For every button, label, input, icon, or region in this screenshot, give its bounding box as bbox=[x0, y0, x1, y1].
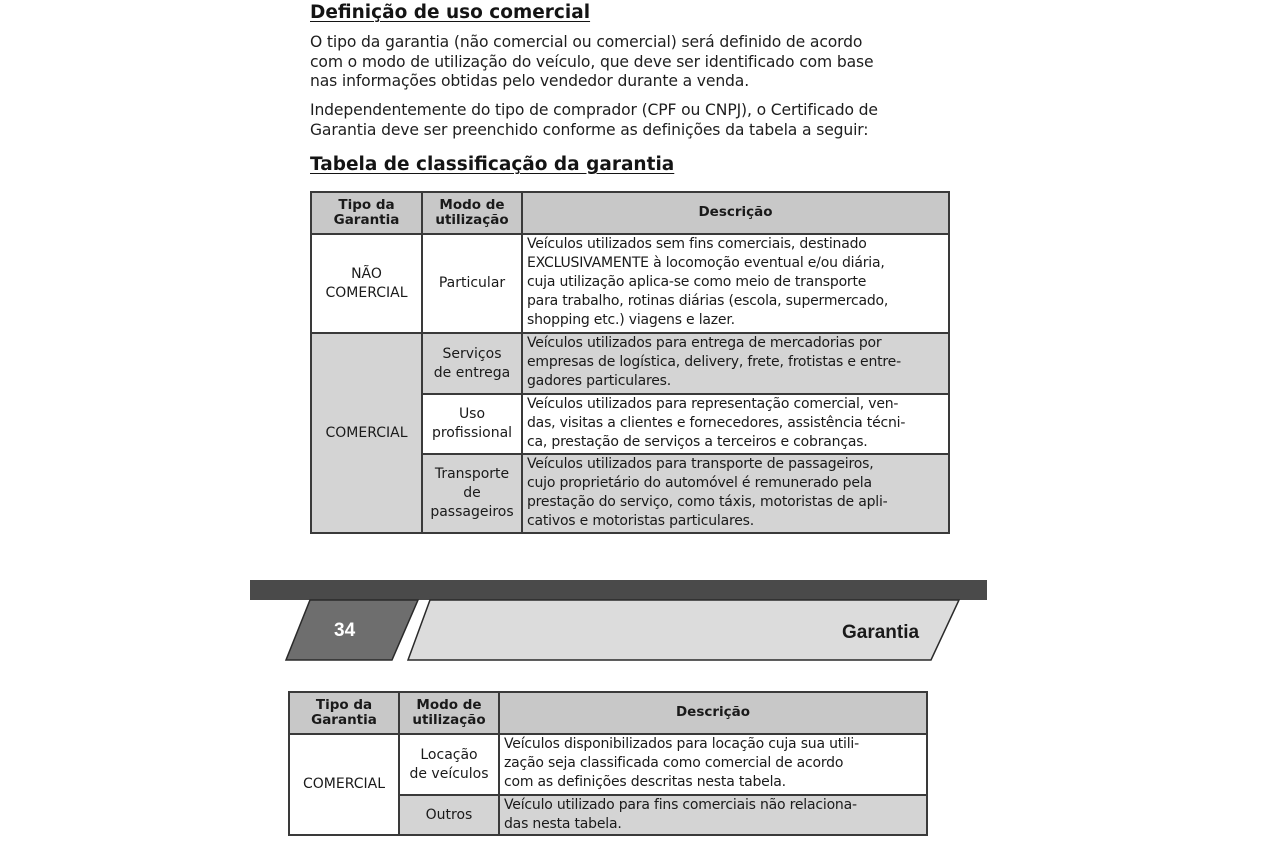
header-tipo: Tipo da Garantia bbox=[311, 192, 422, 234]
classification-table-continued bbox=[288, 691, 928, 836]
table-row bbox=[311, 333, 949, 394]
header-tipo: Tipo da Garantia bbox=[289, 692, 399, 734]
footer-section-name: Garantia bbox=[842, 622, 920, 643]
table-header-row bbox=[311, 192, 949, 234]
table-header-row bbox=[289, 692, 927, 734]
cell-descricao: Veículos disponibilizados para locação cuja sua utili- zação seja classificada como comercial de acordo com as definições descritas nesta tabela. bbox=[499, 734, 927, 795]
cell-descricao: Veículos utilizados sem fins comerciais, destinado EXCLUSIVAMENTE à locomoção eventual e/ou diária, cuja utilização aplica-se como meio de transporte para trabalho, rotinas diárias (escola, supermercado, shopping etc.) viagens e lazer. bbox=[522, 234, 949, 333]
cell-modo: Uso profissional bbox=[422, 394, 522, 454]
cell-tipo: COMERCIAL bbox=[311, 333, 422, 533]
cell-modo: Particular bbox=[422, 234, 522, 333]
paragraph-line: O tipo da garantia (não comercial ou comercial) será definido de acordo bbox=[310, 33, 863, 51]
paragraph-line: com o modo de utilização do veículo, que deve ser identificado com base bbox=[310, 52, 874, 71]
header-modo: Modo de utilização bbox=[422, 192, 522, 234]
paragraph-certificado bbox=[310, 101, 970, 140]
cell-modo: Transporte de passageiros bbox=[422, 454, 522, 533]
cell-descricao: Veículos utilizados para entrega de mercadorias por empresas de logística, delivery, frete, frotistas e entre- gadores particulares. bbox=[522, 333, 949, 394]
cell-descricao: Veículos utilizados para transporte de passageiros, cujo proprietário do automóvel é remunerado pela prestação do serviço, como táxis, motoristas de apli- cativos e motoristas particulares. bbox=[522, 454, 949, 533]
table-row bbox=[311, 234, 949, 333]
cell-modo: Serviços de entrega bbox=[422, 333, 522, 394]
header-descricao: Descrição bbox=[522, 192, 949, 234]
cell-tipo: COMERCIAL bbox=[289, 734, 399, 835]
cell-descricao: Veículo utilizado para fins comerciais não relaciona- das nesta tabela. bbox=[499, 795, 927, 835]
cell-modo: Outros bbox=[399, 795, 499, 835]
table-row bbox=[289, 734, 927, 795]
paragraph-line: Independentemente do tipo de comprador (CPF ou CNPJ), o Certificado de bbox=[310, 101, 878, 119]
section-heading-uso-comercial: Definição de uso comercial bbox=[310, 2, 591, 23]
page-number: 34 bbox=[334, 620, 356, 641]
paragraph-line: Garantia deve ser preenchido conforme as definições da tabela a seguir: bbox=[310, 120, 869, 139]
cell-modo: Locação de veículos bbox=[399, 734, 499, 795]
header-descricao: Descrição bbox=[499, 692, 927, 734]
section-heading-tabela: Tabela de classificação da garantia bbox=[310, 154, 675, 175]
paragraph-definicao bbox=[310, 33, 970, 92]
cell-descricao: Veículos utilizados para representação comercial, ven- das, visitas a clientes e fornecedores, assistência técni- ca, prestação de serviços a terceiros e cobranças. bbox=[522, 394, 949, 454]
header-modo: Modo de utilização bbox=[399, 692, 499, 734]
classification-table bbox=[310, 191, 950, 534]
cell-tipo: NÃO COMERCIAL bbox=[311, 234, 422, 333]
paragraph-line: nas informações obtidas pelo vendedor durante a venda. bbox=[310, 72, 750, 90]
